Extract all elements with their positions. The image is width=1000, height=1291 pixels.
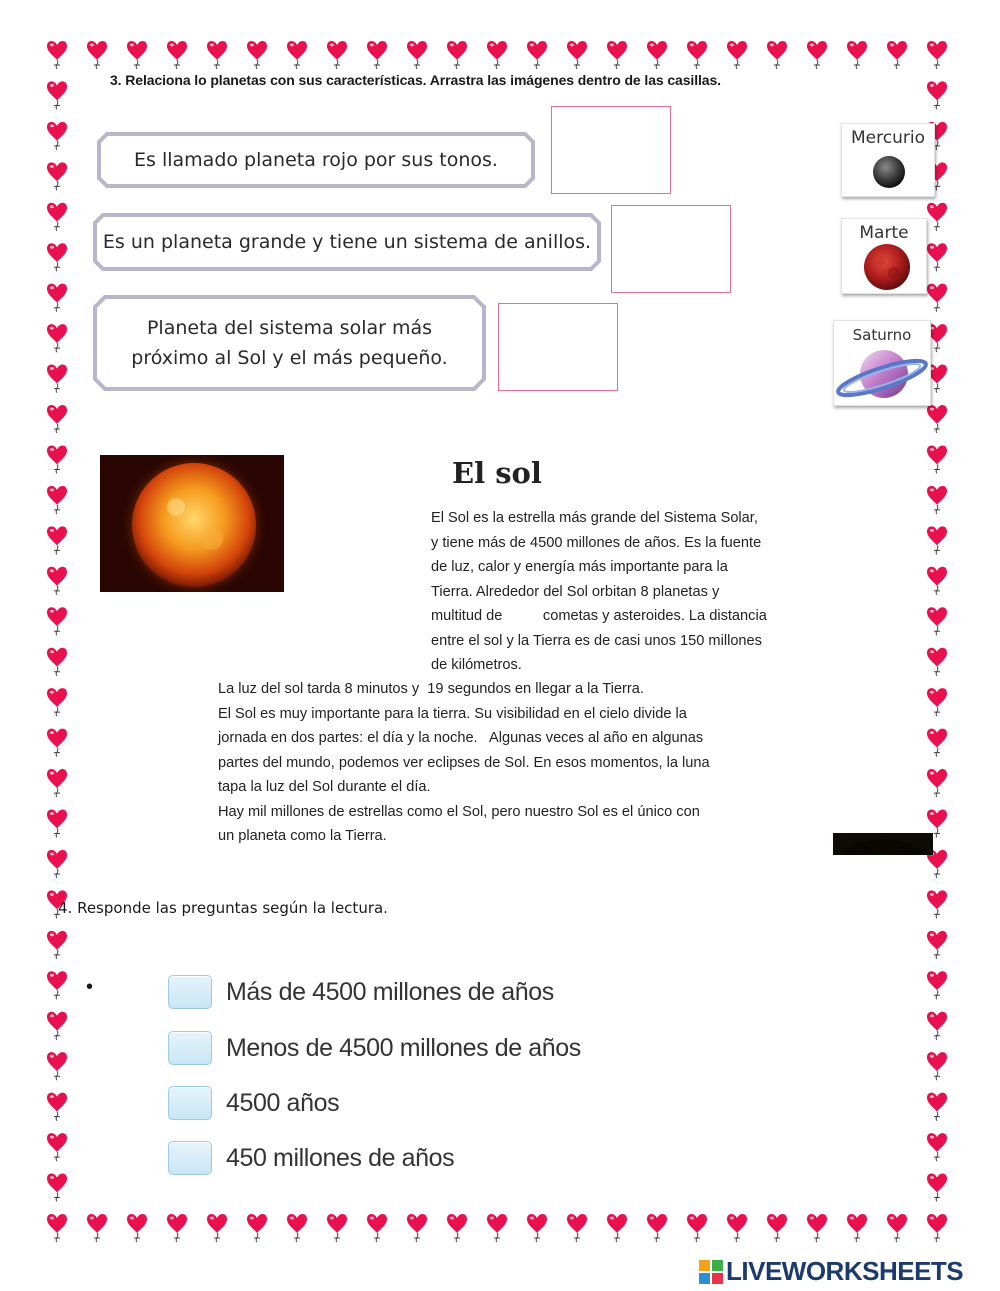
drop-box-1[interactable] (551, 106, 671, 194)
heart-balloon-icon (927, 931, 947, 959)
description-text: Es llamado planeta rojo por sus tonos. (134, 149, 498, 171)
heart-balloon-icon (47, 729, 67, 757)
answer-checkbox[interactable] (168, 1086, 212, 1120)
heart-balloon-icon (47, 1214, 67, 1242)
heart-balloon-icon (47, 809, 67, 837)
heart-balloon-icon (47, 122, 67, 150)
heart-balloon-icon (887, 1214, 907, 1242)
heart-balloon-icon (727, 41, 747, 69)
heart-balloon-icon (47, 162, 67, 190)
heart-balloon-icon (47, 607, 67, 635)
heart-balloon-icon (927, 688, 947, 716)
heart-balloon-icon (927, 729, 947, 757)
heart-balloon-icon (47, 365, 67, 393)
bullet: • (86, 976, 94, 998)
heart-balloon-icon (47, 850, 67, 878)
heart-balloon-icon (927, 526, 947, 554)
heart-balloon-icon (927, 890, 947, 918)
reading-line: un planeta como la Tierra. (218, 828, 387, 844)
reading-line: multitud de cometas y asteroides. La distancia (431, 608, 767, 624)
answer-checkbox[interactable] (168, 975, 212, 1009)
card-marte[interactable] (841, 218, 927, 294)
heart-balloon-icon (927, 607, 947, 635)
description-line: próximo al Sol y el más pequeño. (131, 347, 448, 369)
heart-balloon-icon (927, 284, 947, 312)
heart-balloon-icon (487, 41, 507, 69)
card-saturno[interactable] (833, 320, 931, 406)
heart-balloon-icon (47, 203, 67, 231)
heart-balloon-icon (687, 1214, 707, 1242)
heart-balloon-icon (247, 41, 267, 69)
heart-balloon-icon (47, 243, 67, 271)
sun-thumbnail-image (833, 833, 933, 855)
heart-balloon-icon (447, 1214, 467, 1242)
answer-checkbox[interactable] (168, 1031, 212, 1065)
heart-balloon-icon (47, 405, 67, 433)
description-box-red-planet (97, 132, 535, 188)
sun-image (100, 455, 284, 592)
heart-balloon-icon (567, 41, 587, 69)
heart-balloon-icon (567, 1214, 587, 1242)
heart-balloon-icon (927, 445, 947, 473)
heart-balloon-icon (47, 1093, 67, 1121)
drop-box-3[interactable] (498, 303, 618, 391)
answer-option[interactable] (168, 1085, 339, 1121)
heart-balloon-icon (47, 688, 67, 716)
heart-balloon-icon (47, 324, 67, 352)
reading-line: partes del mundo, podemos ver eclipses de Sol. En esos momentos, la luna (218, 754, 710, 771)
heart-balloon-icon (767, 1214, 787, 1242)
heart-balloon-icon (727, 1214, 747, 1242)
heart-balloon-icon (47, 769, 67, 797)
heart-balloon-icon (807, 1214, 827, 1242)
heart-balloon-icon (687, 41, 707, 69)
description-line: Planeta del sistema solar más (146, 317, 433, 339)
heart-balloon-icon (47, 41, 67, 69)
heart-balloon-icon (47, 486, 67, 514)
description-text: Es un planeta grande y tiene un sistema de anillos. (102, 231, 592, 253)
card-label: Marte (859, 223, 909, 243)
reading-line: Hay mil millones de estrellas como el Sol, pero nuestro Sol es el único con (218, 803, 700, 820)
heart-balloon-icon (167, 1214, 187, 1242)
heart-balloon-icon (927, 243, 947, 271)
mars-planet-icon (842, 243, 926, 291)
heart-balloon-icon (927, 971, 947, 999)
heart-balloon-icon (47, 648, 67, 676)
reading-line: de luz, calor y energía más importante para la (431, 559, 728, 575)
heart-balloon-icon (487, 1214, 507, 1242)
heart-balloon-icon (47, 1174, 67, 1202)
heart-balloon-icon (447, 41, 467, 69)
reading-line: de kilómetros. (431, 657, 522, 673)
heart-balloon-icon (407, 41, 427, 69)
liveworksheets-logo-icon (699, 1260, 723, 1284)
heart-balloon-icon (47, 1012, 67, 1040)
drop-box-2[interactable] (611, 205, 731, 293)
heart-balloon-icon (287, 41, 307, 69)
description-box-closest (93, 295, 486, 391)
heart-balloon-icon (527, 41, 547, 69)
heart-balloon-icon (167, 41, 187, 69)
heart-balloon-icon (367, 1214, 387, 1242)
answer-checkbox[interactable] (168, 1141, 212, 1175)
heart-balloon-icon (47, 445, 67, 473)
saturn-planet-icon (834, 344, 930, 406)
heart-balloon-icon (87, 1214, 107, 1242)
heart-balloon-icon (327, 1214, 347, 1242)
reading-line: Tierra. Alrededor del Sol orbitan 8 planetas y (431, 583, 720, 600)
answer-option[interactable] (168, 1140, 454, 1176)
answer-text: Más de 4500 millones de años (226, 977, 554, 1006)
heart-balloon-icon (47, 567, 67, 595)
card-mercurio[interactable] (841, 123, 935, 197)
heart-balloon-icon (927, 1052, 947, 1080)
mercury-planet-icon (842, 148, 934, 188)
heart-balloon-icon (207, 41, 227, 69)
card-label: Saturno (852, 326, 912, 344)
heart-balloon-icon (927, 648, 947, 676)
heart-balloon-icon (127, 1214, 147, 1242)
heart-balloon-icon (47, 284, 67, 312)
description-box-rings (93, 213, 601, 271)
answer-text: 450 millones de años (226, 1143, 455, 1172)
reading-intro (431, 506, 858, 678)
reading-line: El Sol es la estrella más grande del Sistema Solar, (431, 510, 758, 526)
reading-line: La luz del sol tarda 8 minutos y 19 segundos en llegar a la Tierra. (218, 681, 644, 697)
brand-name: LIVEWORKSHEETS (726, 1256, 964, 1286)
heart-balloon-icon (927, 405, 947, 433)
heart-balloon-icon (927, 41, 947, 69)
activity3-heading: 3. Relaciona lo planetas con sus características. Arrastra las imágenes dentro de las casillas. (110, 72, 721, 88)
heart-balloon-icon (927, 1214, 947, 1242)
heart-balloon-icon (927, 486, 947, 514)
heart-balloon-icon (927, 203, 947, 231)
heart-balloon-icon (607, 1214, 627, 1242)
reading-line: entre el sol y la Tierra es de casi unos 150 millones (431, 632, 762, 649)
heart-balloon-icon (927, 567, 947, 595)
heart-balloon-icon (847, 1214, 867, 1242)
heart-balloon-icon (207, 1214, 227, 1242)
liveworksheets-brand (699, 1256, 963, 1287)
activity4-heading: 4. Responde las preguntas según la lectura. (58, 899, 388, 917)
heart-balloon-icon (767, 41, 787, 69)
heart-balloon-icon (927, 1174, 947, 1202)
heart-balloon-icon (367, 41, 387, 69)
heart-balloon-icon (807, 41, 827, 69)
reading-line: El Sol es muy importante para la tierra. Su visibilidad en el cielo divide la (218, 705, 687, 722)
heart-balloon-icon (607, 41, 627, 69)
heart-balloon-icon (927, 81, 947, 109)
answer-option[interactable] (168, 974, 554, 1010)
reading-line: tapa la luz del Sol durante el día. (218, 779, 431, 795)
answer-text: 4500 años (226, 1088, 340, 1117)
heart-balloon-icon (927, 769, 947, 797)
reading-line: jornada en dos partes: el día y la noche. Algunas veces al año en algunas (218, 730, 704, 746)
heart-balloon-icon (47, 526, 67, 554)
heart-balloon-icon (887, 41, 907, 69)
reading-line: y tiene más de 4500 millones de años. Es la fuente (431, 534, 762, 551)
heart-balloon-icon (127, 41, 147, 69)
answer-option[interactable] (168, 1030, 581, 1066)
heart-balloon-icon (47, 1052, 67, 1080)
heart-balloon-icon (327, 41, 347, 69)
heart-balloon-icon (47, 931, 67, 959)
reading-title: El sol (452, 456, 542, 490)
heart-balloon-icon (927, 1133, 947, 1161)
heart-balloon-icon (287, 1214, 307, 1242)
heart-balloon-icon (647, 41, 667, 69)
heart-balloon-icon (927, 1012, 947, 1040)
reading-body (218, 677, 858, 849)
heart-balloon-icon (527, 1214, 547, 1242)
heart-balloon-icon (647, 1214, 667, 1242)
heart-balloon-icon (847, 41, 867, 69)
heart-balloon-icon (247, 1214, 267, 1242)
card-label: Mercurio (851, 128, 925, 148)
heart-balloon-icon (407, 1214, 427, 1242)
heart-balloon-icon (47, 81, 67, 109)
heart-balloon-icon (87, 41, 107, 69)
heart-balloon-icon (47, 971, 67, 999)
answer-text: Menos de 4500 millones de años (226, 1033, 581, 1062)
heart-balloon-icon (47, 1133, 67, 1161)
heart-balloon-icon (927, 1093, 947, 1121)
